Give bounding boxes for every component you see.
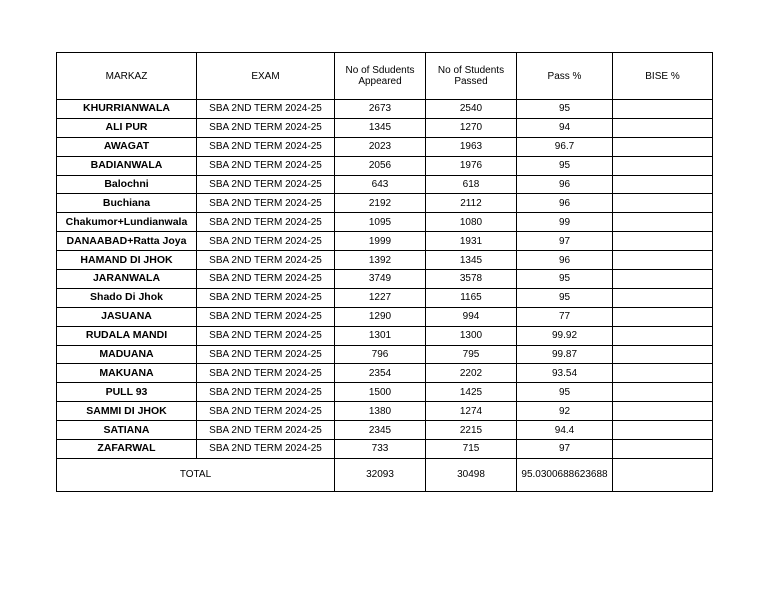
- table-row: [57, 326, 713, 345]
- total-row: [57, 458, 713, 491]
- passed-cell: 994: [426, 307, 517, 326]
- bise-pct-cell: [613, 213, 713, 232]
- pass-pct-cell: 96: [517, 175, 613, 194]
- table-row: [57, 213, 713, 232]
- pass-pct-cell: 95: [517, 100, 613, 119]
- markaz-cell: BADIANWALA: [57, 156, 197, 175]
- appeared-cell: 1392: [335, 251, 426, 270]
- bise-pct-cell: [613, 421, 713, 440]
- pass-pct-cell: 97: [517, 440, 613, 459]
- pass-pct-cell: 94.4: [517, 421, 613, 440]
- markaz-cell: JASUANA: [57, 307, 197, 326]
- appeared-cell: 643: [335, 175, 426, 194]
- exam-cell: SBA 2ND TERM 2024-25: [197, 440, 335, 459]
- appeared-cell: 2192: [335, 194, 426, 213]
- header-row: [57, 53, 713, 100]
- bise-pct-cell: [613, 175, 713, 194]
- markaz-cell: DANAABAD+Ratta Joya: [57, 232, 197, 251]
- passed-cell: 2202: [426, 364, 517, 383]
- pass-pct-cell: 95: [517, 156, 613, 175]
- appeared-cell: 2023: [335, 137, 426, 156]
- markaz-cell: MADUANA: [57, 345, 197, 364]
- appeared-cell: 1999: [335, 232, 426, 251]
- header-markaz: MARKAZ: [57, 53, 197, 100]
- table-row: [57, 251, 713, 270]
- bise-pct-cell: [613, 232, 713, 251]
- table-row: [57, 440, 713, 459]
- appeared-cell: 796: [335, 345, 426, 364]
- exam-cell: SBA 2ND TERM 2024-25: [197, 270, 335, 289]
- bise-pct-cell: [613, 440, 713, 459]
- pass-pct-cell: 95: [517, 383, 613, 402]
- passed-cell: 795: [426, 345, 517, 364]
- total-label: TOTAL: [57, 458, 335, 491]
- bise-pct-cell: [613, 118, 713, 137]
- pass-pct-cell: 96.7: [517, 137, 613, 156]
- markaz-cell: SAMMI DI JHOK: [57, 402, 197, 421]
- appeared-cell: 1301: [335, 326, 426, 345]
- markaz-cell: KHURRIANWALA: [57, 100, 197, 119]
- pass-pct-cell: 92: [517, 402, 613, 421]
- table-row: [57, 175, 713, 194]
- bise-pct-cell: [613, 137, 713, 156]
- table-row: [57, 402, 713, 421]
- passed-cell: 2215: [426, 421, 517, 440]
- markaz-cell: Chakumor+Lundianwala: [57, 213, 197, 232]
- table-footer: [57, 458, 713, 491]
- passed-cell: 1963: [426, 137, 517, 156]
- passed-cell: 1976: [426, 156, 517, 175]
- pass-pct-cell: 95: [517, 288, 613, 307]
- table-row: [57, 364, 713, 383]
- bise-pct-cell: [613, 194, 713, 213]
- passed-cell: 1345: [426, 251, 517, 270]
- markaz-cell: PULL 93: [57, 383, 197, 402]
- exam-cell: SBA 2ND TERM 2024-25: [197, 100, 335, 119]
- pass-pct-cell: 95: [517, 270, 613, 289]
- appeared-cell: 2056: [335, 156, 426, 175]
- header-passed: No of Students Passed: [426, 53, 517, 100]
- passed-cell: 715: [426, 440, 517, 459]
- bise-pct-cell: [613, 270, 713, 289]
- header-exam: EXAM: [197, 53, 335, 100]
- pass-pct-cell: 96: [517, 251, 613, 270]
- bise-pct-cell: [613, 326, 713, 345]
- appeared-cell: 1095: [335, 213, 426, 232]
- pass-pct-cell: 99.92: [517, 326, 613, 345]
- exam-cell: SBA 2ND TERM 2024-25: [197, 307, 335, 326]
- exam-cell: SBA 2ND TERM 2024-25: [197, 421, 335, 440]
- exam-cell: SBA 2ND TERM 2024-25: [197, 194, 335, 213]
- exam-cell: SBA 2ND TERM 2024-25: [197, 251, 335, 270]
- table-row: [57, 421, 713, 440]
- bise-pct-cell: [613, 345, 713, 364]
- passed-cell: 3578: [426, 270, 517, 289]
- appeared-cell: 1227: [335, 288, 426, 307]
- markaz-cell: MAKUANA: [57, 364, 197, 383]
- table-row: [57, 307, 713, 326]
- passed-cell: 618: [426, 175, 517, 194]
- markaz-cell: HAMAND DI JHOK: [57, 251, 197, 270]
- appeared-cell: 1500: [335, 383, 426, 402]
- header-bise-pct: BISE %: [613, 53, 713, 100]
- markaz-cell: RUDALA MANDI: [57, 326, 197, 345]
- passed-cell: 1165: [426, 288, 517, 307]
- pass-pct-cell: 96: [517, 194, 613, 213]
- header-pass-pct: Pass %: [517, 53, 613, 100]
- appeared-cell: 1290: [335, 307, 426, 326]
- total-pass-pct: 95.0300688623688: [517, 458, 613, 491]
- total-passed: 30498: [426, 458, 517, 491]
- pass-pct-cell: 93.54: [517, 364, 613, 383]
- passed-cell: 2540: [426, 100, 517, 119]
- pass-pct-cell: 99.87: [517, 345, 613, 364]
- passed-cell: 1425: [426, 383, 517, 402]
- exam-cell: SBA 2ND TERM 2024-25: [197, 345, 335, 364]
- markaz-cell: JARANWALA: [57, 270, 197, 289]
- markaz-cell: SATIANA: [57, 421, 197, 440]
- table-row: [57, 100, 713, 119]
- passed-cell: 1080: [426, 213, 517, 232]
- table-row: [57, 156, 713, 175]
- bise-pct-cell: [613, 307, 713, 326]
- table-header: [57, 53, 713, 100]
- exam-cell: SBA 2ND TERM 2024-25: [197, 137, 335, 156]
- bise-pct-cell: [613, 100, 713, 119]
- table-body: [57, 100, 713, 459]
- table-row: [57, 345, 713, 364]
- appeared-cell: 733: [335, 440, 426, 459]
- bise-pct-cell: [613, 364, 713, 383]
- total-bise-pct: [613, 458, 713, 491]
- exam-cell: SBA 2ND TERM 2024-25: [197, 383, 335, 402]
- appeared-cell: 1345: [335, 118, 426, 137]
- pass-pct-cell: 77: [517, 307, 613, 326]
- table-row: [57, 270, 713, 289]
- bise-pct-cell: [613, 402, 713, 421]
- header-appeared: No of Sdudents Appeared: [335, 53, 426, 100]
- exam-cell: SBA 2ND TERM 2024-25: [197, 364, 335, 383]
- exam-cell: SBA 2ND TERM 2024-25: [197, 232, 335, 251]
- markaz-cell: ALI PUR: [57, 118, 197, 137]
- exam-cell: SBA 2ND TERM 2024-25: [197, 213, 335, 232]
- table-row: [57, 383, 713, 402]
- table-row: [57, 118, 713, 137]
- pass-pct-cell: 94: [517, 118, 613, 137]
- bise-pct-cell: [613, 156, 713, 175]
- table-row: [57, 194, 713, 213]
- markaz-cell: ZAFARWAL: [57, 440, 197, 459]
- table-row: [57, 288, 713, 307]
- table-row: [57, 137, 713, 156]
- exam-cell: SBA 2ND TERM 2024-25: [197, 326, 335, 345]
- results-table: [56, 52, 713, 492]
- exam-cell: SBA 2ND TERM 2024-25: [197, 402, 335, 421]
- passed-cell: 1300: [426, 326, 517, 345]
- passed-cell: 1931: [426, 232, 517, 251]
- appeared-cell: 2345: [335, 421, 426, 440]
- pass-pct-cell: 97: [517, 232, 613, 251]
- exam-cell: SBA 2ND TERM 2024-25: [197, 175, 335, 194]
- exam-cell: SBA 2ND TERM 2024-25: [197, 156, 335, 175]
- appeared-cell: 3749: [335, 270, 426, 289]
- passed-cell: 1270: [426, 118, 517, 137]
- passed-cell: 1274: [426, 402, 517, 421]
- bise-pct-cell: [613, 383, 713, 402]
- markaz-cell: AWAGAT: [57, 137, 197, 156]
- exam-cell: SBA 2ND TERM 2024-25: [197, 288, 335, 307]
- pass-pct-cell: 99: [517, 213, 613, 232]
- markaz-cell: Buchiana: [57, 194, 197, 213]
- exam-cell: SBA 2ND TERM 2024-25: [197, 118, 335, 137]
- appeared-cell: 2354: [335, 364, 426, 383]
- table-row: [57, 232, 713, 251]
- appeared-cell: 2673: [335, 100, 426, 119]
- markaz-cell: Shado Di Jhok: [57, 288, 197, 307]
- passed-cell: 2112: [426, 194, 517, 213]
- bise-pct-cell: [613, 251, 713, 270]
- total-appeared: 32093: [335, 458, 426, 491]
- appeared-cell: 1380: [335, 402, 426, 421]
- bise-pct-cell: [613, 288, 713, 307]
- markaz-cell: Balochni: [57, 175, 197, 194]
